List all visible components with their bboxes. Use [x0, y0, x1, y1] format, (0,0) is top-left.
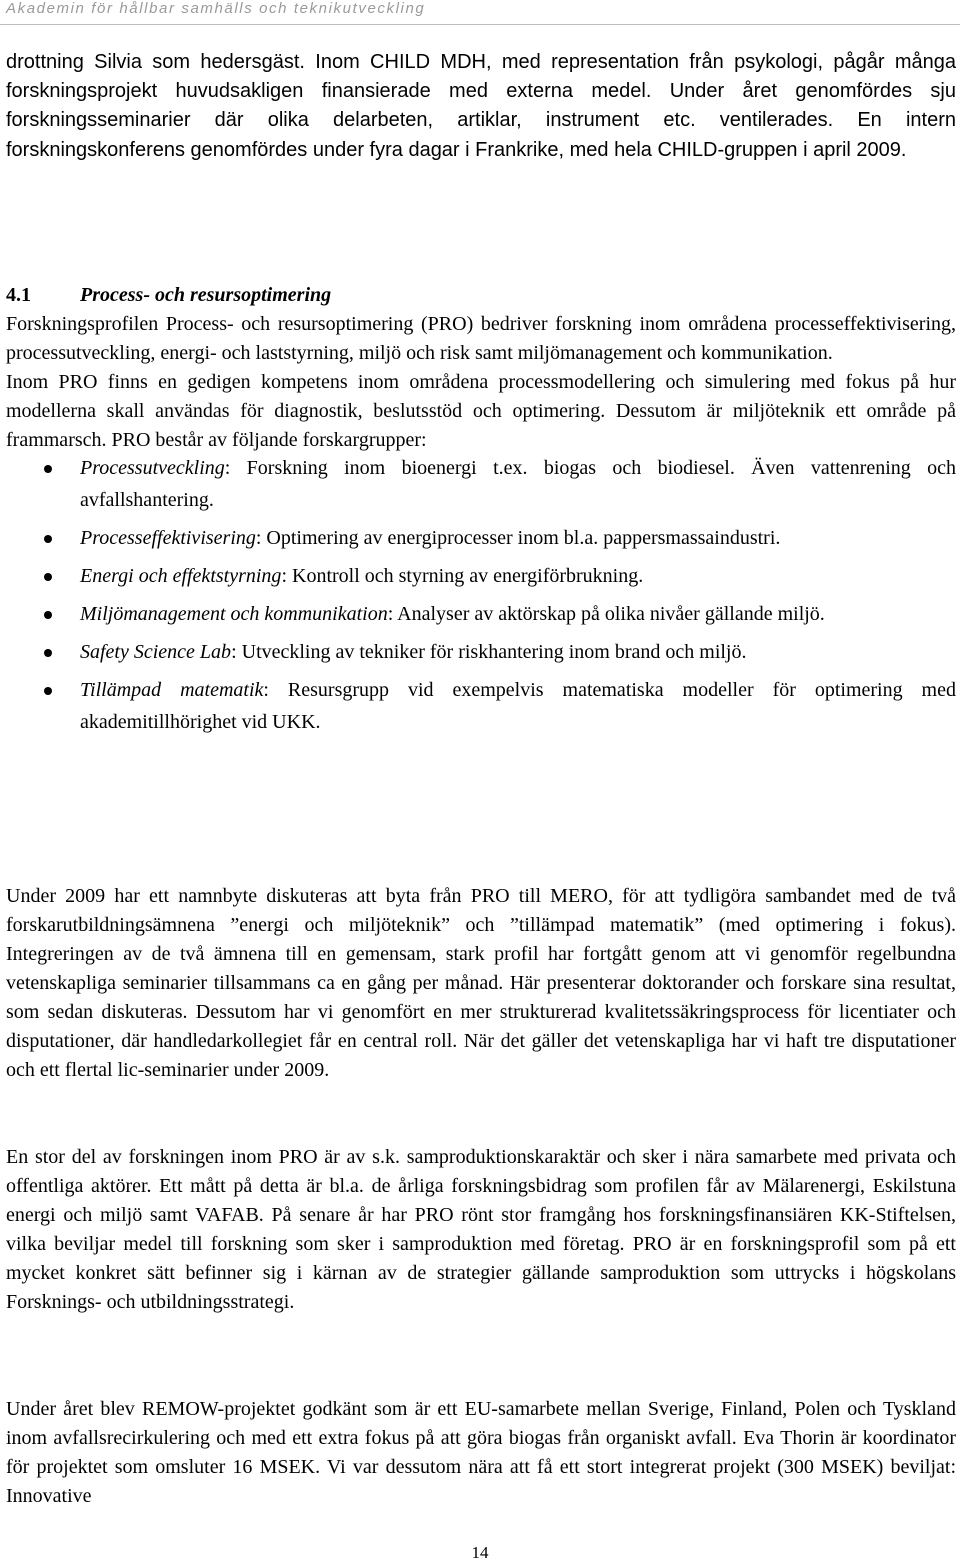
- bullet-icon: [44, 687, 52, 695]
- group-term: Energi och effektstyrning: [80, 565, 282, 587]
- group-term: Processeffektivisering: [80, 527, 256, 549]
- running-header: Akademin för hållbar samhälls och teknikutveckling: [6, 0, 426, 17]
- group-term: Processutveckling: [80, 457, 225, 479]
- intro-block: [6, 48, 956, 165]
- group-description: : Optimering av energiprocesser inom bl.a. pappersmassaindustri.: [255, 527, 781, 549]
- bullet-icon: [44, 465, 52, 473]
- paragraph-remow: Under året blev REMOW-projektet godkänt som är ett EU-samarbete mellan Sverige, Finland, Polen och Tyskland inom avfallsrecirkulering och med ett extra fokus på att göra biogas från organiskt avfall. Eva Thorin är koordinator för projektet som omsluter 16 MSEK. Vi var dessutom nära att få ett stort integrerat projekt (300 MSEK) beviljat: Innovative: [6, 1398, 956, 1507]
- list-item: [6, 522, 956, 554]
- list-item: [6, 598, 956, 630]
- bullet-icon: [44, 573, 52, 581]
- group-term: Tillämpad matematik: [80, 679, 264, 701]
- bullet-icon: [44, 649, 52, 657]
- group-description: : Resursgrupp vid exempelvis matematiska modeller för optimering med akademitillhörighet vid UKK.: [80, 679, 956, 733]
- research-groups-list: [6, 452, 956, 738]
- bullet-icon: [44, 535, 52, 543]
- group-description: : Kontroll och styrning av energiförbrukning.: [281, 565, 644, 587]
- group-description: : Utveckling av tekniker för riskhantering inom brand och miljö.: [231, 641, 747, 663]
- bullet-icon: [44, 611, 52, 619]
- section-number: 4.1: [6, 284, 31, 306]
- paragraph-block-5: [6, 1395, 956, 1511]
- section-heading: [6, 281, 956, 310]
- list-item: [6, 636, 956, 668]
- list-item: [6, 452, 956, 516]
- list-item: [6, 560, 956, 592]
- header-divider: [0, 24, 960, 25]
- group-description: : Forskning inom bioenergi t.ex. biogas och biodiesel. Även vattenrening och avfallshantering.: [80, 457, 956, 511]
- section-block: [6, 281, 956, 744]
- intro-paragraph: drottning Silvia som hedersgäst. Inom CHILD MDH, med representation från psykologi, pågår många forskningsprojekt huvudsakligen finansierade med externa medel. Under året genomfördes sju forskningsseminarier där olika delarbeten, artiklar, instrument etc. ventilerades. En intern forskningskonferens genomfördes under fyra dagar i Frankrike, med hela CHILD-gruppen i april 2009.: [6, 51, 956, 161]
- paragraph-mero: Under 2009 har ett namnbyte diskuteras att byta från PRO till MERO, för att tydligöra sambandet med de två forskarutbildningsämnena ”energi och miljöteknik” och ”tillämpad matematik” (med optimering i fokus). Integreringen av de två ämnena till en gemensam, stark profil har fortgått genom att vi genomför regelbundna vetenskapliga seminarier tillsammans ca en gång per månad. Här presenterar doktorander och forskare sina resultat, som sedan diskuteras. Dessutom har vi genomfört en mer strukturerad kvalitetssäkringsprocess för licentiater och disputationer, där handledarkollegiet får en central roll. När det gäller det vetenskapliga har vi haft tre disputationer och ett flertal lic-seminarier under 2009.: [6, 885, 956, 1081]
- section-title: Process- och resursoptimering: [80, 284, 332, 306]
- section-paragraph-2: Inom PRO finns en gedigen kompetens inom områdena processmodellering och simulering med fokus på hur modellerna skall användas för diagnostik, beslutsstöd och optimering. Dessutom är miljöteknik ett område på frammarsch. PRO består av följande forskargrupper:: [6, 371, 956, 451]
- group-description: : Analyser av aktörskap på olika nivåer gällande miljö.: [387, 603, 825, 625]
- list-item: [6, 674, 956, 738]
- paragraph-samproduktion: En stor del av forskningen inom PRO är av s.k. samproduktionskaraktär och sker i nära samarbete med privata och offentliga aktörer. Ett mått på detta är bl.a. de årliga forskningsbidrag som profilen får av Mälarenergi, Eskilstuna energi och miljö samt VAFAB. På senare år har PRO rönt stor framgång hos forskningsfinansiären KK-Stiftelsen, vilka beviljar medel till forskning som sker i samproduktion med företag. PRO är en forskningsprofil som på ett mycket konkret sätt befinner sig i kärnan av de strategier gällande samproduktion som uttrycks i högskolans Forsknings- och utbildningsstrategi.: [6, 1146, 956, 1313]
- page-number: 14: [471, 1543, 489, 1562]
- paragraph-block-4: [6, 1143, 956, 1317]
- group-term: Miljömanagement och kommunikation: [80, 603, 388, 625]
- paragraph-block-3: [6, 882, 956, 1085]
- group-term: Safety Science Lab: [80, 641, 232, 663]
- section-paragraph-1: Forskningsprofilen Process- och resursoptimering (PRO) bedriver forskning inom områdena processeffektivisering, processutveckling, energi- och laststyrning, miljö och risk samt miljömanagement och kommunikation.: [6, 313, 956, 364]
